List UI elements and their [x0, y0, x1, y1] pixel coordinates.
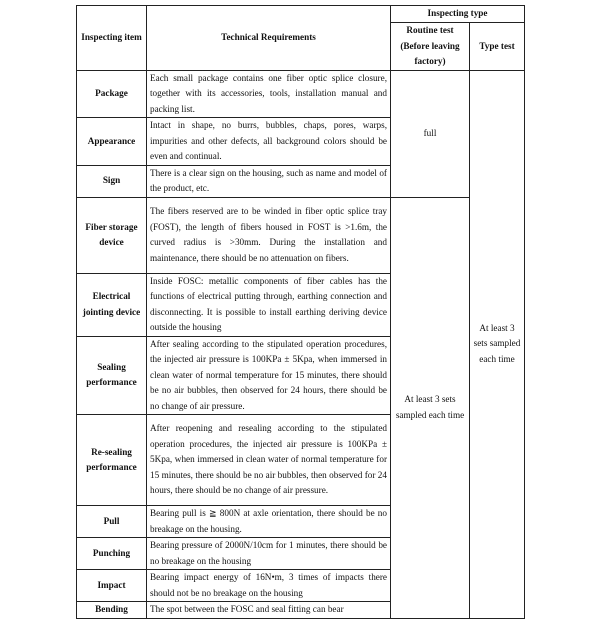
requirement-sign: There is a clear sign on the housing, such as name and model of the product, etc. — [147, 165, 391, 197]
item-pull: Pull — [77, 506, 147, 538]
table-row — [77, 70, 525, 118]
item-sealing-performance: Sealing performance — [77, 336, 147, 415]
item-sign: Sign — [77, 165, 147, 197]
requirement-package: Each small package contains one fiber optic splice closure, together with its accessories, tools, installation manual and packing list. — [147, 70, 391, 118]
item-re-sealing-performance: Re-sealing performance — [77, 415, 147, 506]
item-impact: Impact — [77, 570, 147, 602]
routine-sampled: At least 3 sets sampled each time — [391, 197, 470, 618]
item-electrical-jointing-device: Electrical jointing device — [77, 273, 147, 336]
inspection-table — [76, 5, 525, 619]
header-routine-test: Routine test (Before leaving factory) — [391, 23, 470, 71]
requirement-impact: Bearing impact energy of 16N•m, 3 times of impacts there should not be no breakage on the housing — [147, 570, 391, 602]
header-inspecting-item: Inspecting item — [77, 6, 147, 71]
item-bending: Bending — [77, 602, 147, 619]
requirement-punching: Bearing pressure of 2000N/10cm for 1 minutes, there should be no breakage on the housing — [147, 538, 391, 570]
requirement-electrical-jointing-device: Inside FOSC: metallic components of fiber cables has the functions of electrical putting through, earthing connection and disconnecting. It is possible to install earthing deriving device outside the housing — [147, 273, 391, 336]
item-package: Package — [77, 70, 147, 118]
header-inspecting-type: Inspecting type — [391, 6, 525, 23]
type-test-value: At least 3 sets sampled each time — [470, 70, 525, 618]
table-row — [77, 197, 525, 273]
item-punching: Punching — [77, 538, 147, 570]
header-technical-requirements: Technical Requirements — [147, 6, 391, 71]
item-appearance: Appearance — [77, 118, 147, 166]
requirement-fiber-storage-device: The fibers reserved are to be winded in fiber optic splice tray (FOST), the length of fibers housed in FOST is >1.6m, the curved radius is >30mm. During the installation and maintenance, there should be no attenuation on fibers. — [147, 197, 391, 273]
routine-full: full — [391, 70, 470, 197]
requirement-pull: Bearing pull is ≧ 800N at axle orientation, there should be no breakage on the housing. — [147, 506, 391, 538]
requirement-sealing-performance: After sealing according to the stipulated operation procedures, the injected air pressure is 100KPa ± 5Kpa, when immersed in clean water of normal temperature for 15 minutes, there should be no air bubbles, then observed for 24 hours, there should be no change of air pressure. — [147, 336, 391, 415]
requirement-bending: The spot between the FOSC and seal fitting can bear — [147, 602, 391, 619]
header-type-test: Type test — [470, 23, 525, 71]
header-row-top — [77, 6, 525, 23]
requirement-re-sealing-performance: After reopening and resealing according to the stipulated operation procedures, the injected air pressure is 100KPa ± 5Kpa, when immersed in clean water of normal temperature for 15 minutes, there should be no air bubbles, then observed for 24 hours, there should be no change of air pressure. — [147, 415, 391, 506]
item-fiber-storage-device: Fiber storage device — [77, 197, 147, 273]
requirement-appearance: Intact in shape, no burrs, bubbles, chaps, pores, warps, impurities and other defects, all background colors should be even and continual. — [147, 118, 391, 166]
